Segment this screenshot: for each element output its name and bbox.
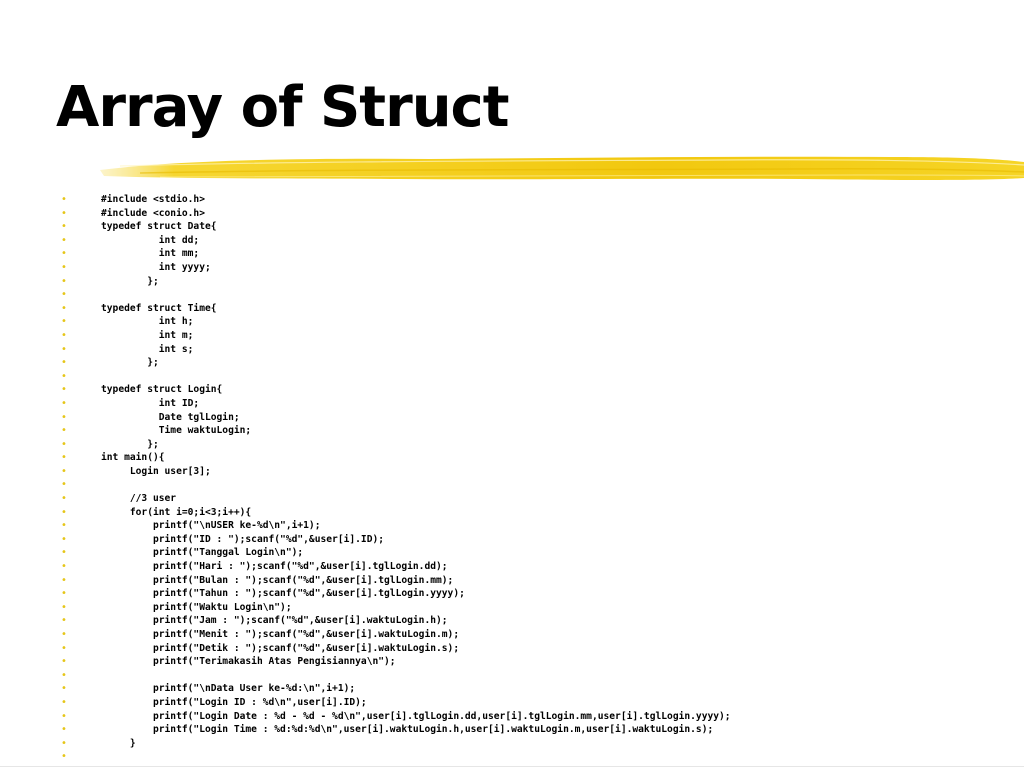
bullet-icon: • [61, 397, 67, 409]
code-text: typedef struct Login{ [101, 384, 223, 396]
bullet-icon: • [61, 479, 67, 491]
code-line [0, 506, 1024, 520]
code-line [0, 519, 1024, 533]
code-line [0, 642, 1024, 656]
code-line [0, 438, 1024, 452]
code-line [0, 302, 1024, 316]
bullet-icon: • [61, 194, 67, 205]
code-line [0, 710, 1024, 724]
code-line [0, 696, 1024, 710]
code-text: int yyyy; [101, 261, 211, 273]
code-line [0, 288, 1024, 302]
bullet-icon: • [61, 357, 67, 369]
code-text: printf("Detik : ");scanf("%d",&user[i].waktuLogin.s); [101, 642, 460, 654]
code-line [0, 750, 1024, 764]
code-text: printf("Login ID : %d\n",user[i].ID); [101, 696, 367, 708]
code-line [0, 370, 1024, 384]
slide-title: Array of Struct [56, 75, 509, 140]
bullet-icon: • [61, 261, 67, 273]
bullet-icon: • [61, 411, 67, 423]
bullet-icon: • [61, 683, 67, 695]
bullet-icon: • [61, 506, 67, 518]
bullet-icon: • [61, 438, 67, 450]
code-line [0, 193, 1024, 207]
bullet-icon: • [61, 642, 67, 654]
code-line [0, 343, 1024, 357]
bullet-icon: • [61, 547, 67, 559]
code-line [0, 478, 1024, 492]
bullet-icon: • [61, 696, 67, 708]
code-text: int mm; [101, 248, 200, 260]
code-text: printf("Jam : ");scanf("%d",&user[i].waktuLogin.h); [101, 615, 448, 627]
bullet-icon: • [61, 234, 67, 246]
code-line [0, 207, 1024, 221]
bullet-icon: • [61, 574, 67, 586]
code-line [0, 737, 1024, 751]
code-text: #include <conio.h> [101, 207, 205, 219]
code-line [0, 234, 1024, 248]
code-text: printf("Tanggal Login\n"); [101, 547, 304, 559]
code-bullet-list [0, 193, 1024, 764]
code-text: #include <stdio.h> [101, 194, 205, 205]
code-text: }; [101, 357, 159, 369]
code-text: }; [101, 438, 159, 450]
code-text: printf("ID : ");scanf("%d",&user[i].ID); [101, 533, 385, 545]
code-text: Login user[3]; [101, 465, 211, 477]
bullet-icon: • [61, 629, 67, 640]
code-text: printf("Waktu Login\n"); [101, 601, 292, 613]
code-text: Time waktuLogin; [101, 425, 252, 437]
bullet-icon: • [61, 615, 67, 627]
code-line [0, 275, 1024, 289]
code-line [0, 560, 1024, 574]
bullet-icon: • [61, 343, 67, 355]
code-text: printf("\nData User ke-%d:\n",i+1); [101, 683, 356, 695]
bullet-icon: • [61, 465, 67, 477]
bullet-icon: • [61, 710, 67, 722]
bullet-icon: • [61, 669, 67, 681]
code-text: printf("Menit : ");scanf("%d",&user[i].waktuLogin.m); [101, 629, 460, 640]
code-line [0, 723, 1024, 737]
code-text: printf("Login Time : %d:%d:%d\n",user[i].waktuLogin.h,user[i].waktuLogin.m,user[i].waktuLogin.s); [101, 724, 714, 736]
code-text: typedef struct Time{ [101, 302, 217, 314]
bullet-icon: • [61, 425, 67, 437]
code-text: printf("Hari : ");scanf("%d",&user[i].tglLogin.dd); [101, 561, 448, 573]
bullet-icon: • [61, 724, 67, 736]
code-line [0, 465, 1024, 479]
code-text: int h; [101, 316, 194, 328]
bullet-icon: • [61, 520, 67, 532]
code-line [0, 261, 1024, 275]
bullet-icon: • [61, 656, 67, 668]
code-line [0, 329, 1024, 343]
bullet-icon: • [61, 601, 67, 613]
bullet-icon: • [61, 452, 67, 464]
code-text: int main(){ [101, 452, 165, 464]
bullet-icon: • [61, 370, 67, 382]
slide-bottom-rule [0, 766, 1024, 767]
code-line [0, 574, 1024, 588]
code-line [0, 669, 1024, 683]
bullet-icon: • [61, 329, 67, 341]
code-text: for(int i=0;i<3;i++){ [101, 506, 252, 518]
code-line [0, 533, 1024, 547]
code-line [0, 220, 1024, 234]
code-line [0, 601, 1024, 615]
code-text: int m; [101, 329, 194, 341]
code-line [0, 492, 1024, 506]
bullet-icon: • [61, 302, 67, 314]
code-line [0, 411, 1024, 425]
code-text: int dd; [101, 234, 200, 246]
bullet-icon: • [61, 248, 67, 260]
code-text: } [101, 737, 136, 749]
code-text: printf("\nUSER ke-%d\n",i+1); [101, 520, 321, 532]
code-text: //3 user [101, 493, 177, 505]
code-text: printf("Tahun : ");scanf("%d",&user[i].tglLogin.yyyy); [101, 588, 465, 600]
code-line [0, 383, 1024, 397]
bullet-icon: • [61, 493, 67, 505]
bullet-icon: • [61, 384, 67, 396]
code-line [0, 451, 1024, 465]
bullet-icon: • [61, 289, 67, 301]
bullet-icon: • [61, 207, 67, 219]
code-text: int s; [101, 343, 194, 355]
code-text: int ID; [101, 397, 200, 409]
code-text: Date tglLogin; [101, 411, 240, 423]
code-line [0, 315, 1024, 329]
code-line [0, 397, 1024, 411]
bullet-icon: • [61, 737, 67, 749]
bullet-icon: • [61, 533, 67, 545]
bullet-icon: • [61, 561, 67, 573]
yellow-highlight-stroke [100, 148, 1024, 188]
bullet-icon: • [61, 221, 67, 233]
code-line [0, 655, 1024, 669]
bullet-icon: • [61, 588, 67, 600]
code-line [0, 424, 1024, 438]
code-line [0, 247, 1024, 261]
code-line [0, 682, 1024, 696]
code-line [0, 628, 1024, 642]
bullet-icon: • [61, 275, 67, 287]
code-line [0, 614, 1024, 628]
code-line [0, 587, 1024, 601]
code-text: printf("Terimakasih Atas Pengisiannya\n"); [101, 656, 396, 668]
code-line [0, 356, 1024, 370]
code-text: }; [101, 275, 159, 287]
bullet-icon: • [61, 751, 67, 763]
code-line [0, 546, 1024, 560]
code-text: printf("Bulan : ");scanf("%d",&user[i].tglLogin.mm); [101, 574, 454, 586]
bullet-icon: • [61, 316, 67, 328]
code-text: printf("Login Date : %d - %d - %d\n",user[i].tglLogin.dd,user[i].tglLogin.mm,user[i].tglLogin.yyyy); [101, 710, 731, 722]
code-text: typedef struct Date{ [101, 221, 217, 233]
